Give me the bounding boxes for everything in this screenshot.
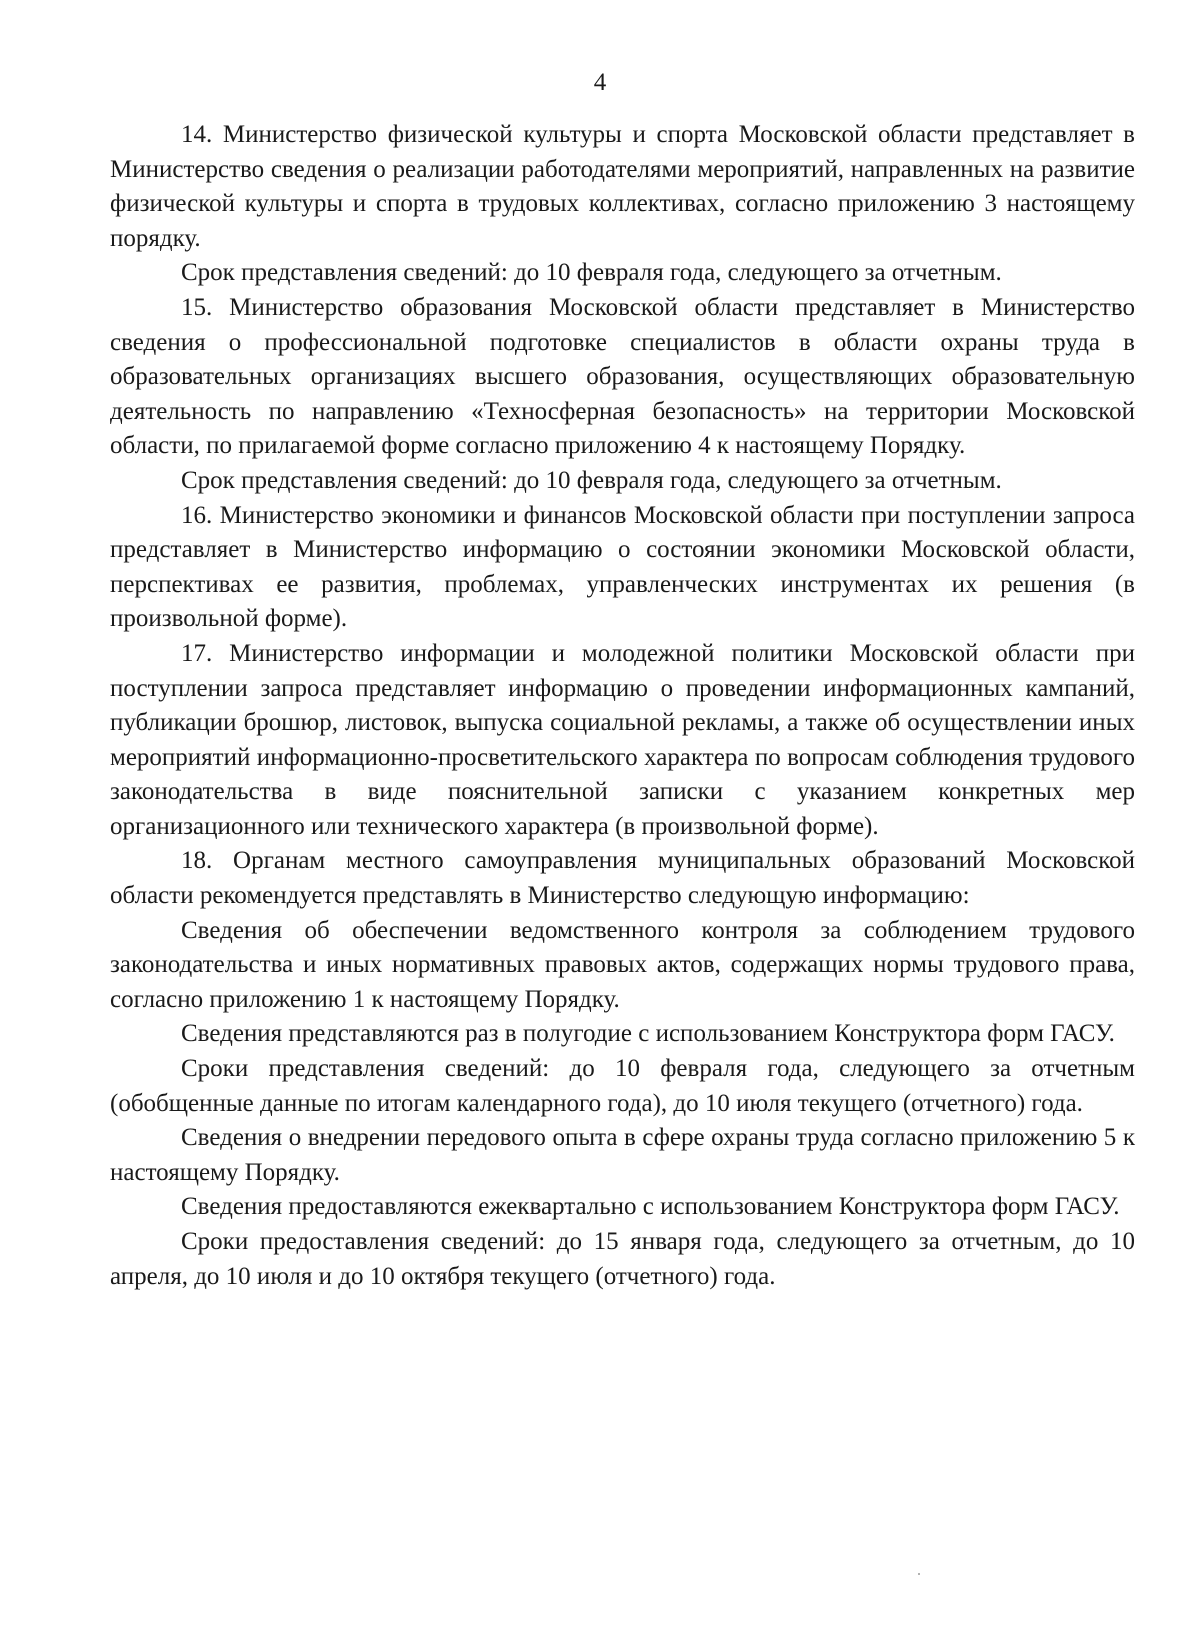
paragraph-deadline-14: Срок представления сведений: до 10 февраля года, следующего за отчетным. bbox=[181, 259, 1002, 287]
document-body bbox=[110, 118, 1135, 1294]
scan-speck bbox=[918, 1573, 920, 1575]
paragraph-item-17: 17. Министерство информации и молодежной политики Московской области при поступлении запроса представляет информацию о проведении информационных кампаний, публикации брошюр, листовок, выпуска социальной рекламы, а также об осуществлении иных мероприятий информационно-просветительского характера по вопросам соблюдения трудового законодательства в виде пояснительной записки с указанием конкретных мер организационного или технического характера (в произвольной форме). bbox=[110, 639, 1135, 840]
page-number: 4 bbox=[593, 69, 607, 96]
paragraph-deadline-15: Срок представления сведений: до 10 февраля года, следующего за отчетным. bbox=[181, 466, 1002, 494]
paragraph-best-practice-frequency: Сведения предоставляются ежеквартально с использованием Конструктора форм ГАСУ. bbox=[181, 1193, 1120, 1221]
paragraph-item-15: 15. Министерство образования Московской области представляет в Министерство сведения о профессиональной подготовке специалистов в области охраны труда в образовательных организациях высшего образования, осуществляющих образовательную деятельность по направлению «Техносферная безопасность» на территории Московской области, по прилагаемой форме согласно приложению 4 к настоящему Порядку. bbox=[110, 293, 1135, 460]
paragraph-control-info: Сведения об обеспечении ведомственного контроля за соблюдением трудового законодательства и иных нормативных правовых актов, содержащих нормы трудового права, согласно приложению 1 к настоящему Порядку. bbox=[110, 916, 1135, 1013]
paragraph-best-practice-deadlines: Сроки предоставления сведений: до 15 января года, следующего за отчетным, до 10 апреля, до 10 июля и до 10 октября текущего (отчетного) года. bbox=[110, 1228, 1135, 1290]
paragraph-best-practice-info: Сведения о внедрении передового опыта в сфере охраны труда согласно приложению 5 к настоящему Порядку. bbox=[110, 1124, 1135, 1186]
paragraph-item-18: 18. Органам местного самоуправления муниципальных образований Московской области рекомендуется представлять в Министерство следующую информацию: bbox=[110, 847, 1135, 910]
paragraph-item-14: 14. Министерство физической культуры и спорта Московской области представляет в Министерство сведения о реализации работодателями мероприятий, направленных на развитие физической культуры и спорта в трудовых коллективах, согласно приложению 3 настоящему порядку. bbox=[110, 121, 1135, 252]
paragraph-item-16: 16. Министерство экономики и финансов Московской области при поступлении запроса представляет в Министерство информацию о состоянии экономики Московской области, перспективах ее развития, проблемах, управленческих инструментах их решения (в произвольной форме). bbox=[110, 501, 1135, 633]
paragraph-control-frequency: Сведения представляются раз в полугодие с использованием Конструктора форм ГАСУ. bbox=[181, 1020, 1115, 1048]
paragraph-control-deadlines: Сроки представления сведений: до 10 февраля года, следующего за отчетным (обобщенные данные по итогам календарного года), до 10 июля текущего (отчетного) года. bbox=[110, 1055, 1135, 1117]
